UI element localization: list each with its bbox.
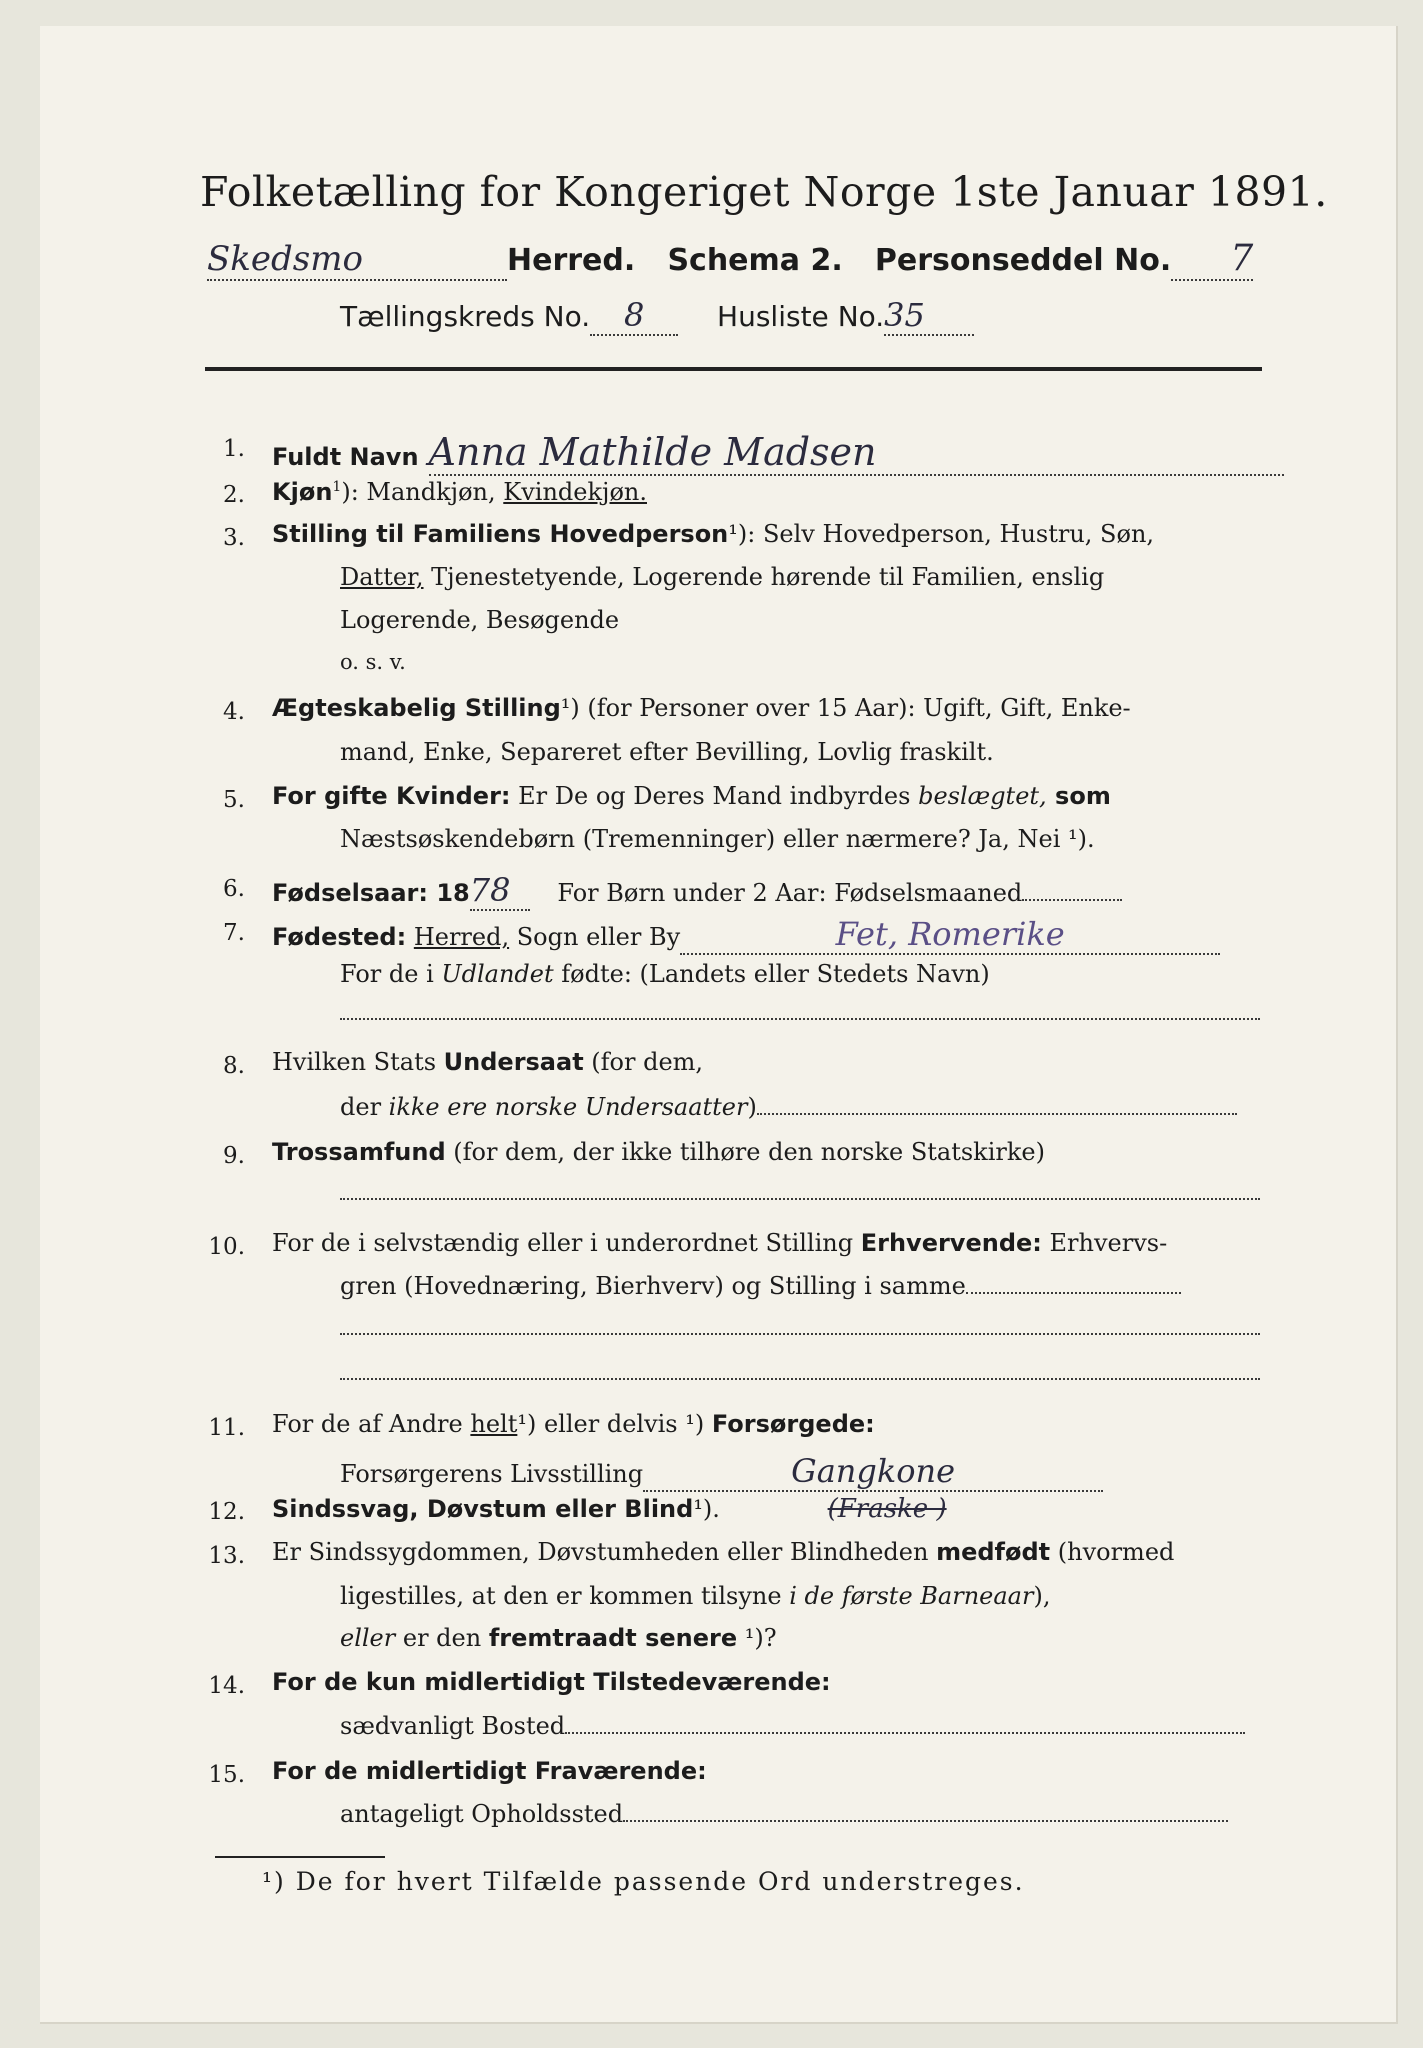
birthplace-value: Fet, Romerike xyxy=(680,915,1220,955)
personseddel-value: 7 xyxy=(1171,238,1253,281)
schema-label: Schema 2. xyxy=(667,243,843,278)
birth-year-value: 78 xyxy=(470,871,530,911)
q8-line2: der ikke ere norske Undersaatter) xyxy=(340,1093,1237,1121)
q12-label: Sindssvag, Døvstum eller Blind xyxy=(272,1495,694,1523)
kreds-line xyxy=(340,296,974,336)
q15-line1: For de midlertidigt Fraværende: xyxy=(272,1757,707,1785)
husliste-label: Husliste No. xyxy=(717,300,885,333)
q5-label: For gifte Kvinder: xyxy=(272,782,511,810)
q13-line2: ligestilles, at den er kommen tilsyne i de første Barneaar), xyxy=(340,1582,1051,1610)
q14-number: 14. xyxy=(208,1673,245,1699)
q10-blank-line-2 xyxy=(340,1378,1260,1380)
q13-line1: Er Sindssygdommen, Døvstumheden eller Blindheden medfødt (hvormed xyxy=(272,1538,1175,1566)
q12-number: 12. xyxy=(208,1499,245,1525)
footnote: ¹) De for hvert Tilfælde passende Ord understreges. xyxy=(262,1867,1025,1896)
q3-number: 3. xyxy=(223,525,245,551)
q4-line2: mand, Enke, Separeret efter Bevilling, Lovlig fraskilt. xyxy=(340,738,994,766)
full-name-value: Anna Mathilde Madsen xyxy=(429,430,1284,476)
herred-value: Skedsmo xyxy=(207,239,507,281)
header-rule xyxy=(205,367,1262,371)
q9-line: Trossamfund (for dem, der ikke tilhøre den norske Statskirke) xyxy=(272,1138,1045,1166)
q13-number: 13. xyxy=(208,1543,245,1569)
q10-number: 10. xyxy=(208,1234,245,1260)
q1-label: Fuldt Navn xyxy=(272,443,419,471)
q14-line1: For de kun midlertidigt Tilstedeværende: xyxy=(272,1668,831,1696)
q3-label: Stilling til Familiens Hovedperson xyxy=(272,520,729,548)
q10-line1: For de i selvstændig eller i underordnet Stilling Erhvervende: Erhvervs- xyxy=(272,1229,1168,1257)
q14-line2: sædvanligt Bosted xyxy=(340,1712,1245,1740)
q5-line1: For gifte Kvinder: Er De og Deres Mand indbyrdes beslægtet, som xyxy=(272,782,1111,810)
q6-line: Fødselsaar: 1878 For Børn under 2 Aar: Fødselsmaaned xyxy=(272,871,1122,911)
q4-label: Ægteskabelig Stilling xyxy=(272,694,561,722)
sex-selected: Kvindekjøn. xyxy=(503,478,647,506)
q15-number: 15. xyxy=(208,1762,245,1788)
q10-line2: gren (Hovednæring, Bierhverv) og Stilling i samme xyxy=(340,1272,1181,1300)
q3-line1: Stilling til Familiens Hovedperson¹): Selv Hovedperson, Hustru, Søn, xyxy=(272,520,1155,548)
q1-line xyxy=(272,430,1284,476)
q1-number: 1. xyxy=(223,436,245,462)
q7-label: Fødested: xyxy=(272,923,407,951)
q3-line4: o. s. v. xyxy=(340,650,406,674)
q3-line2: Datter, Tjenestetyende, Logerende hørende til Familien, enslig xyxy=(340,563,1105,591)
husliste-value: 35 xyxy=(884,296,974,336)
q13-line3: eller er den fremtraadt senere ¹)? xyxy=(340,1624,777,1652)
q8-number: 8. xyxy=(223,1053,245,1079)
herred-label: Herred. xyxy=(507,243,636,278)
q9-blank-line xyxy=(340,1198,1260,1200)
q2-number: 2. xyxy=(223,482,245,508)
q9-number: 9. xyxy=(223,1143,245,1169)
q9-label: Trossamfund xyxy=(272,1138,446,1166)
q5-number: 5. xyxy=(223,787,245,813)
herred-line xyxy=(207,238,1253,281)
q12-line: Sindssvag, Døvstum eller Blind¹). (Fraske ) xyxy=(272,1494,947,1524)
q7-line2: For de i Udlandet fødte: (Landets eller Stedets Navn) xyxy=(340,960,990,988)
q7-number: 7. xyxy=(223,920,245,946)
q11-line2: Forsørgerens Livsstilling Gangkone xyxy=(340,1452,1103,1492)
q7-line1: Fødested: Herred, Sogn eller By Fet, Romerike xyxy=(272,915,1220,955)
q2-line: Kjøn$^1$): Mandkjøn, Kvindekjøn. xyxy=(272,478,647,506)
q6-number: 6. xyxy=(223,876,245,902)
q2-label: Kjøn xyxy=(272,478,333,506)
position-selected: Datter, xyxy=(340,563,424,591)
form-title: Folketælling for Kongeriget Norge 1ste Januar 1891. xyxy=(200,168,1328,216)
q10-blank-line-1 xyxy=(340,1333,1260,1335)
q4-number: 4. xyxy=(223,699,245,725)
q7-blank-line xyxy=(340,1018,1260,1020)
kreds-value: 8 xyxy=(590,296,678,336)
q11-line1: For de af Andre helt¹) eller delvis ¹) Forsørgede: xyxy=(272,1410,875,1438)
kreds-label: Tællingskreds No. xyxy=(340,300,591,333)
q3-line3: Logerende, Besøgende xyxy=(340,606,620,634)
provider-occupation-value: Gangkone xyxy=(643,1452,1103,1492)
personseddel-label: Personseddel No. xyxy=(874,243,1172,278)
q8-line1: Hvilken Stats Undersaat (for dem, xyxy=(272,1048,704,1076)
disability-value: (Fraske ) xyxy=(827,1494,947,1524)
q11-number: 11. xyxy=(208,1415,245,1441)
q5-line2: Næstsøskendebørn (Tremenninger) eller nærmere? Ja, Nei ¹). xyxy=(340,825,1095,853)
footnote-rule xyxy=(215,1856,385,1858)
q6-label: Fødselsaar: 18 xyxy=(272,879,470,907)
q4-line1: Ægteskabelig Stilling¹) (for Personer over 15 Aar): Ugift, Gift, Enke- xyxy=(272,694,1131,722)
q15-line2: antageligt Opholdssted xyxy=(340,1800,1228,1828)
